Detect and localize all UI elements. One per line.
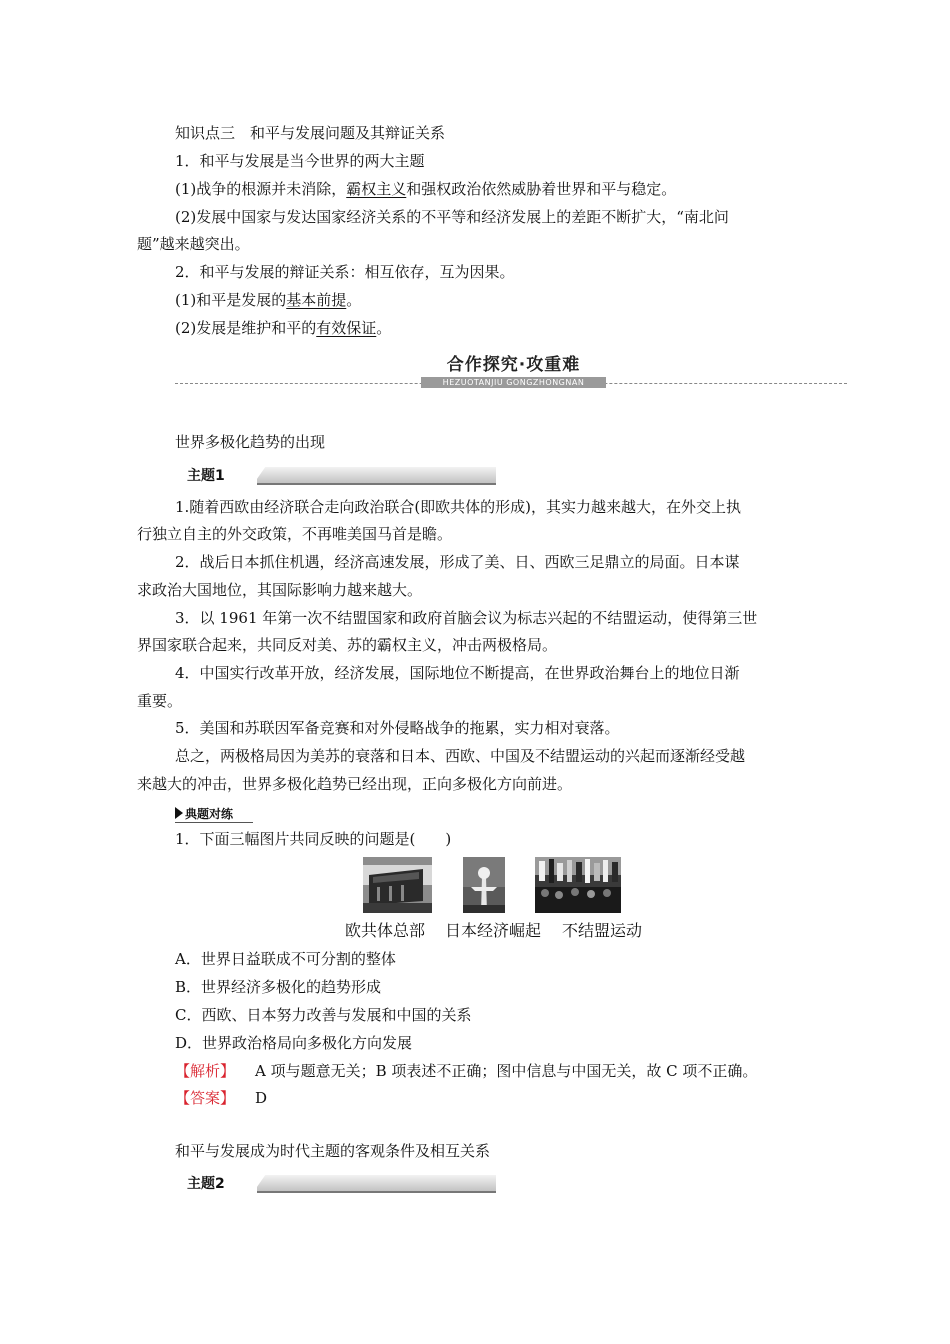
underlined-term-guarantee: 有效保证 (316, 319, 377, 337)
topic1-p2b: 求政治大国地位，其国际影响力越来越大。 (137, 581, 423, 599)
banner-subtitle: HEZUOTANJIU GONGZHONGNAN (421, 377, 606, 388)
non-aligned-movement-photo (535, 857, 621, 913)
section-line-1: 1．和平与发展是当今世界的两大主题 (175, 152, 425, 170)
practice-label: 典题对练 (175, 806, 233, 822)
topic1-label-bar (175, 467, 496, 485)
option-a: A．世界日益联成不可分割的整体 (175, 950, 396, 968)
analysis-line (175, 1061, 950, 1081)
analysis-tag: 【解析】 (175, 1062, 236, 1080)
underlined-term-hegemony: 霸权主义 (346, 180, 407, 198)
ec-headquarters-photo (363, 857, 432, 913)
topic1-p1a: 1.随着西欧由经济联合走向政治联合(即欧共体的形成)，其实力越来越大，在外交上执 (175, 498, 742, 516)
option-c: C．西欧、日本努力改善与发展和中国的关系 (175, 1006, 472, 1024)
topic1-p2a: 2．战后日本抓住机遇，经济高速发展，形成了美、日、西欧三足鼎立的局面。日本谋 (175, 553, 740, 571)
section-line-5: 2．和平与发展的辩证关系：相互依存，互为因果。 (175, 263, 515, 281)
topic1-p4b: 重要。 (137, 692, 183, 710)
option-d: D．世界政治格局向多极化方向发展 (175, 1034, 413, 1052)
topic1-p1b: 行独立自主的外交政策，不再唯美国马首是瞻。 (137, 525, 453, 543)
topic1-p3b: 界国家联合起来，共同反对美、苏的霸权主义，冲击两极格局。 (137, 636, 558, 654)
section-line-7: (2)发展是维护和平的有效保证。 (175, 319, 392, 337)
topic2-heading: 和平与发展成为时代主题的客观条件及相互关系 (175, 1142, 491, 1160)
section-line-2: (1)战争的根源并未消除，霸权主义和强权政治依然威胁着世界和平与稳定。 (175, 180, 677, 198)
banner-box (421, 354, 606, 388)
analysis-text: A 项与题意无关；B 项表述不正确；图中信息与中国无关，故 C 项不正确。 (255, 1062, 758, 1080)
topic1-p6b: 来越大的冲击，世界多极化趋势已经出现，正向多极化方向前进。 (137, 775, 573, 793)
answer-line (175, 1088, 950, 1108)
topic1-p6a: 总之，两极格局因为美苏的衰落和日本、西欧、中国及不结盟运动的兴起而逐渐经受越 (175, 747, 746, 765)
japan-tower-photo (463, 857, 505, 913)
topic2-label-bar (175, 1175, 496, 1193)
option-b: B．世界经济多极化的趋势形成 (175, 978, 382, 996)
section-line-4: 题”越来越突出。 (137, 235, 250, 253)
play-triangle-icon (175, 807, 183, 819)
section-line-3: (2)发展中国家与发达国家经济关系的不平等和经济发展上的差距不断扩大，“南北问 (175, 208, 729, 226)
underlined-term-premise: 基本前提 (286, 291, 347, 309)
topic1-p5: 5．美国和苏联因军备竞赛和对外侵略战争的拖累，实力相对衰落。 (175, 719, 620, 737)
answer-value: D (255, 1089, 268, 1107)
section-line-6: (1)和平是发展的基本前提。 (175, 291, 362, 309)
photo-caption-3: 不结盟运动 (562, 921, 643, 940)
question-stem: 1．下面三幅图片共同反映的问题是( ) (175, 830, 452, 848)
topic1-heading: 世界多极化趋势的出现 (175, 433, 326, 451)
topic2-label: 主题2 (175, 1175, 257, 1193)
topic1-p3a: 3．以 1961 年第一次不结盟国家和政府首脑会议为标志兴起的不结盟运动，使得第三世 (175, 609, 758, 627)
section-banner (175, 350, 847, 392)
photo-caption-1: 欧共体总部 (345, 921, 426, 940)
photo-caption-2: 日本经济崛起 (445, 921, 542, 940)
topic1-label: 主题1 (175, 467, 257, 485)
answer-tag: 【答案】 (175, 1089, 236, 1107)
banner-title: 合作探究·攻重难 (446, 355, 581, 375)
section-title: 知识点三 和平与发展问题及其辩证关系 (175, 124, 446, 142)
topic1-p4a: 4．中国实行改革开放，经济发展，国际地位不断提高，在世界政治舞台上的地位日渐 (175, 664, 740, 682)
